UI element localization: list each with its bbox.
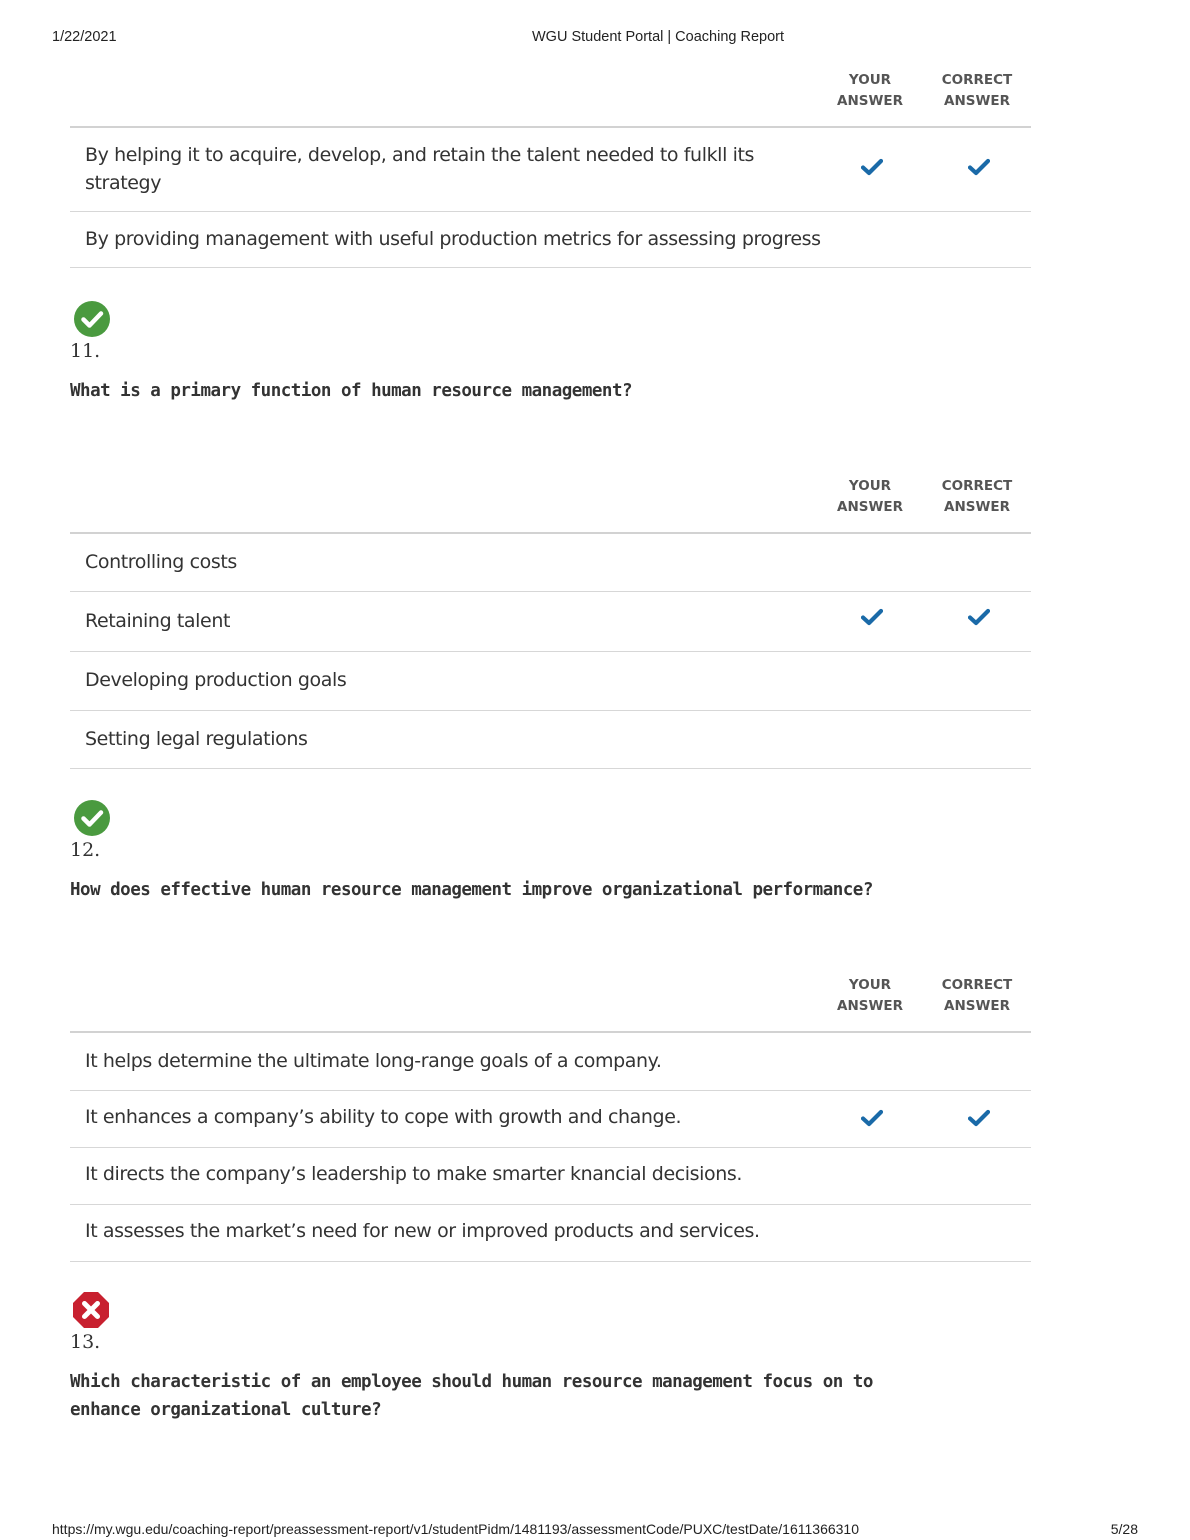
print-date: 1/22/2021 [52, 29, 117, 45]
answer-text: By helping it to acquire, develop, and retain the talent needed to fulkll its strategy [85, 144, 755, 194]
correct-answer-check-icon [968, 158, 990, 176]
answer-table-q10 [70, 60, 1031, 268]
question-number: 11. [70, 340, 101, 362]
answer-text: Setting legal regulations [85, 728, 308, 750]
x-octagon-icon [72, 1291, 110, 1329]
your-answer-column-header: YOUR ANSWER [837, 72, 903, 109]
answer-row [70, 592, 1031, 652]
check-circle-icon [73, 300, 111, 338]
your-answer-column-header: YOUR ANSWER [837, 977, 903, 1014]
your-answer-column-header: YOUR ANSWER [837, 478, 903, 515]
answer-text: It enhances a company’s ability to cope with growth and change. [85, 1106, 682, 1128]
answer-row [70, 1205, 1031, 1262]
question-text: How does effective human resource management improve organizational performance? [70, 880, 873, 900]
answer-text: Retaining talent [85, 610, 231, 632]
answer-row [70, 1033, 1031, 1091]
correct-answer-column-header: CORRECT ANSWER [941, 977, 1013, 1014]
answer-row [70, 1091, 1031, 1148]
answer-row [70, 128, 1031, 212]
answer-text: Developing production goals [85, 669, 347, 691]
correct-answer-check-icon [968, 608, 990, 626]
answer-row [70, 652, 1031, 711]
answer-table-header [70, 60, 1031, 128]
answer-row [70, 1148, 1031, 1205]
answer-table-q12 [70, 965, 1031, 1262]
answer-table-q11 [70, 466, 1031, 769]
answer-text: It helps determine the ultimate long-range goals of a company. [85, 1050, 662, 1072]
print-url: https://my.wgu.edu/coaching-report/preassessment-report/v1/studentPidm/1481193/assessmentCode/PUXC/testDate/1611366310 [52, 1521, 860, 1537]
print-page-title: WGU Student Portal | Coaching Report [532, 29, 784, 45]
answer-text: It directs the company’s leadership to make smarter knancial decisions. [85, 1163, 743, 1185]
answer-row [70, 534, 1031, 592]
question-number: 13. [70, 1331, 101, 1353]
question-text: Which characteristic of an employee should human resource management focus on to enhance organizational culture? [70, 1372, 873, 1420]
answer-text: Controlling costs [85, 551, 237, 573]
correct-answer-column-header: CORRECT ANSWER [941, 478, 1013, 515]
answer-table-header [70, 965, 1031, 1033]
question-text: What is a primary function of human resource management? [70, 381, 633, 401]
correct-answer-check-icon [968, 1109, 990, 1127]
page-number: 5/28 [1110, 1521, 1138, 1537]
answer-table-header [70, 466, 1031, 534]
answer-row [70, 711, 1031, 769]
your-answer-check-icon [861, 1109, 883, 1127]
answer-text: By providing management with useful production metrics for assessing progress [85, 228, 821, 250]
your-answer-check-icon [861, 158, 883, 176]
answer-row [70, 212, 1031, 268]
check-circle-icon [73, 799, 111, 837]
your-answer-check-icon [861, 608, 883, 626]
answer-text: It assesses the market’s need for new or improved products and services. [85, 1220, 760, 1242]
correct-answer-column-header: CORRECT ANSWER [941, 72, 1013, 109]
question-number: 12. [70, 839, 101, 861]
